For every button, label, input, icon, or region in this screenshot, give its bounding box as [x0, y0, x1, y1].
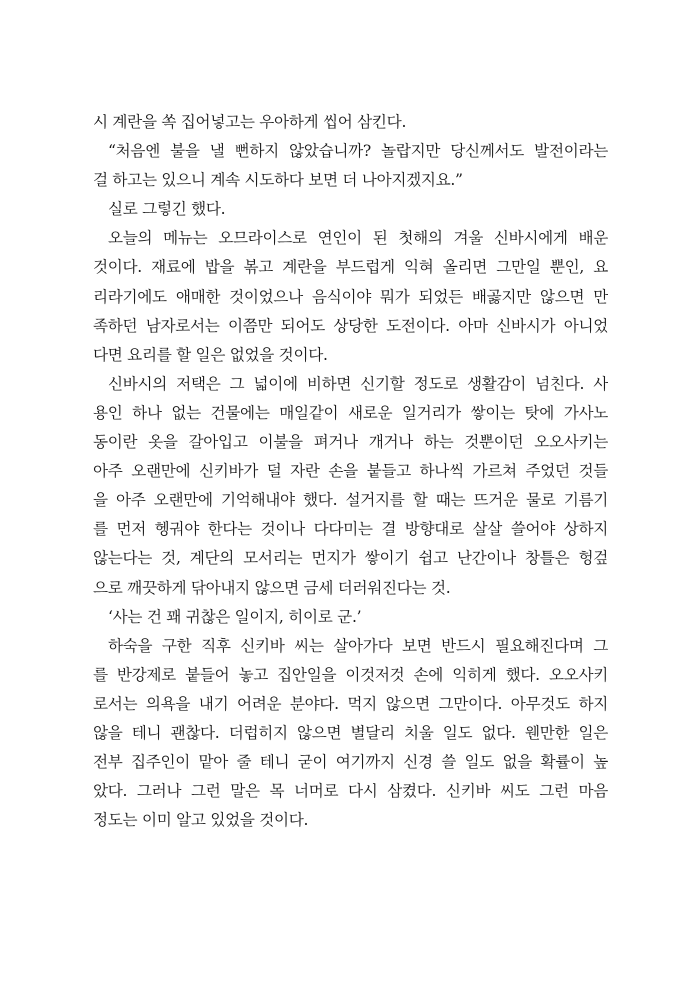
text-line: 않을 테니 괜찮다. 더럽히지 않으면 별달리 치울 일도 없다. 웬만한 일은: [93, 723, 608, 742]
body-text: [93, 108, 608, 835]
text-line: 신바시의 저택은 그 넓이에 비하면 신기할 정도로 생활감이 넘친다. 사: [108, 374, 608, 393]
text-line: “처음엔 불을 낼 뻔하지 않았습니까? 놀랍지만 당신께서도 발전이라는: [108, 142, 608, 161]
text-line: 았다. 그러나 그런 말은 목 너머로 다시 삼켰다. 신키바 씨도 그런 마음: [93, 782, 608, 801]
text-line: 시 계란을 쏙 집어넣고는 우아하게 씹어 삼킨다.: [93, 113, 407, 131]
text-line: 않는다는 것, 계단의 모서리는 먼지가 쌓이기 쉽고 난간이나 창틀은 헝겊: [93, 549, 608, 568]
text-line: 전부 집주인이 맡아 줄 테니 굳이 여기까지 신경 쓸 일도 없을 확률이 높: [93, 753, 608, 772]
text-line: 리라기에도 애매한 것이었으나 음식이야 뭐가 되었든 배곯지만 않으면 만: [93, 287, 608, 306]
text-line: 정도는 이미 알고 있었을 것이다.: [93, 811, 309, 830]
text-line: 아주 오랜만에 신키바가 덜 자란 손을 붙들고 하나씩 가르쳐 주었던 것들: [93, 462, 608, 481]
text-line: 용인 하나 없는 건물에는 매일같이 새로운 일거리가 쌓이는 탓에 가사노: [93, 403, 608, 422]
text-line: 족하던 남자로서는 이쯤만 되어도 상당한 도전이다. 아마 신바시가 아니었: [93, 316, 608, 335]
text-line: 걸 하고는 있으니 계속 시도하다 보면 더 나아지겠지요.”: [93, 171, 463, 190]
text-line: 를 반강제로 붙들어 놓고 집안일을 이것저것 손에 익히게 했다. 오오사키: [93, 665, 608, 684]
text-line: 을 아주 오랜만에 기억해내야 했다. 설거지를 할 때는 뜨거운 물로 기름기: [93, 491, 608, 510]
text-line: ‘사는 건 꽤 귀찮은 일이지, 히이로 군.’: [108, 607, 362, 626]
text-line: 오늘의 메뉴는 오므라이스로 연인이 된 첫해의 겨울 신바시에게 배운: [108, 229, 608, 248]
text-line: 하숙을 구한 직후 신키바 씨는 살아가다 보면 반드시 필요해진다며 그: [108, 636, 608, 655]
text-line: 로서는 의욕을 내기 어려운 분야다. 먹지 않으면 그만이다. 아무것도 하지: [93, 694, 608, 713]
text-line: 실로 그렇긴 했다.: [108, 200, 226, 219]
text-line: 것이다. 재료에 밥을 볶고 계란을 부드럽게 익혀 올리면 그만일 뿐인, 요: [93, 258, 608, 277]
text-line: 를 먼저 헹궈야 한다는 것이나 다다미는 결 방향대로 살살 쓸어야 상하지: [93, 520, 608, 539]
text-line: 다면 요리를 할 일은 없었을 것이다.: [93, 345, 328, 364]
text-line: 동이란 옷을 갈아입고 이불을 펴거나 개거나 하는 것뿐이던 오오사키는: [93, 433, 608, 452]
text-line: 으로 깨끗하게 닦아내지 않으면 금세 더러워진다는 것.: [93, 578, 451, 597]
